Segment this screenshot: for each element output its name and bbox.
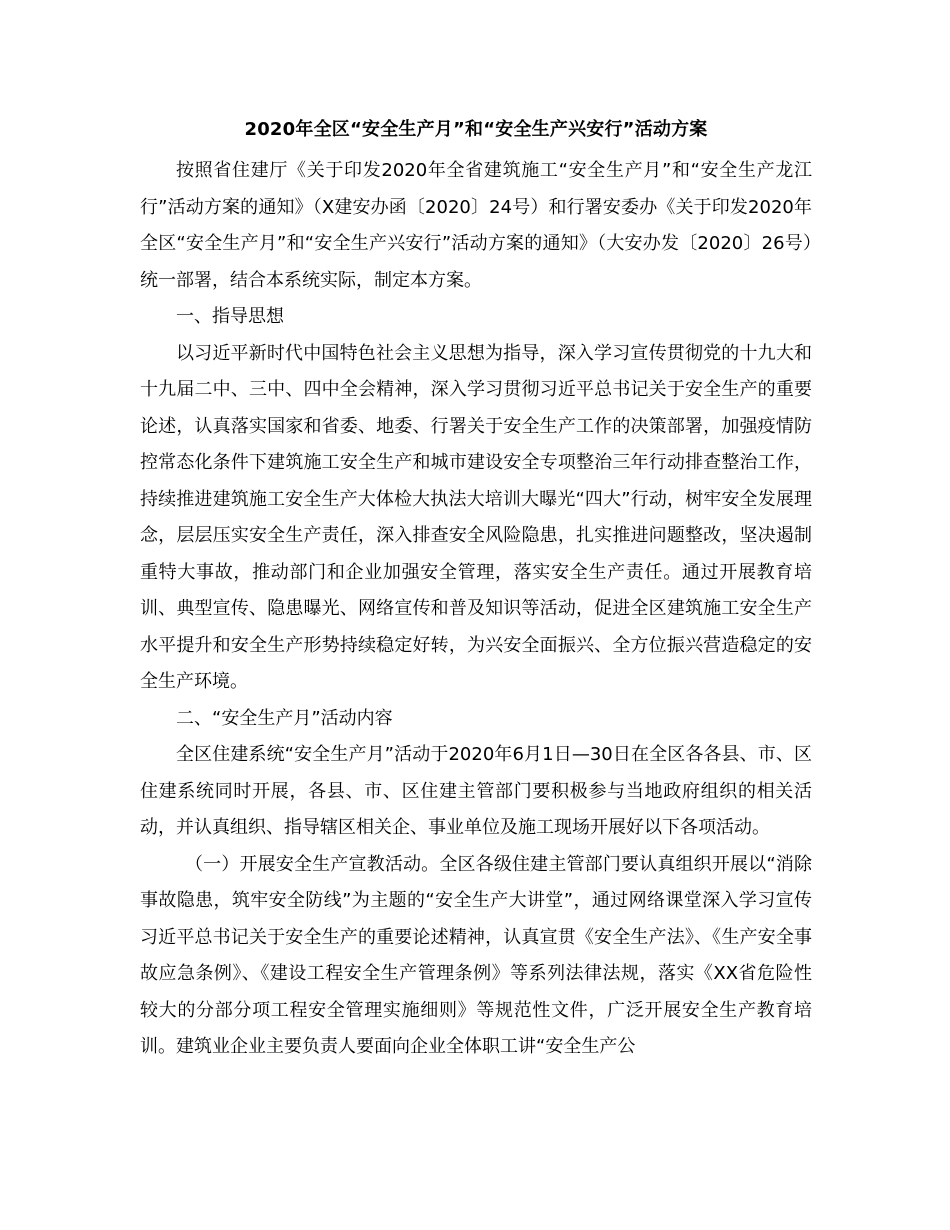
guiding-ideology-paragraph: 以习近平新时代中国特色社会主义思想为指导，深入学习宣传贯彻党的十九大和十九届二中、三中、四中全会精神，深入学习贯彻习近平总书记关于安全生产的重要论述，认真落实国家和省委、地委、行署关于安全生产工作的决策部署，加强疫情防控常态化条件下建筑施工安全生产和城市建设安全专项整治三年行动排查整治工作，持续推进建筑施工安全生产大体检大执法大培训大曝光“四大”行动，树牢安全发展理念，层层压实安全生产责任，深入排查安全风险隐患，扎实推进问题整改，坚决遏制重特大事故，推动部门和企业加强安全管理，落实安全生产责任。通过开展教育培训、典型宣传、隐患曝光、网络宣传和普及知识等活动，促进全区建筑施工安全生产水平提升和安全生产形势持续稳定好转，为兴安全面振兴、全方位振兴营造稳定的安全生产环境。 (140, 342, 812, 692)
section-heading-guiding-ideology: 一、指导思想 (176, 306, 284, 327)
document-title: 2020年全区“安全生产月”和“安全生产兴安行”活动方案 (244, 119, 708, 140)
activity-content-paragraph: 全区住建系统“安全生产月”活动于2020年6月1日—30日在全区各各县、市、区住建系统同时开展，各县、市、区住建主管部门要积极参与当地政府组织的相关活动，并认真组织、指导辖区相关企、事业单位及施工现场开展好以下各项活动。 (140, 744, 812, 838)
intro-paragraph: 按照省住建厅《关于印发2020年全省建筑施工“安全生产月”和“安全生产龙江行”活动方案的通知》（X建安办函〔2020〕24号）和行署安委办《关于印发2020年全区“安全生产月”和“安全生产兴安行”活动方案的通知》（大安办发〔2020〕26号）统一部署，结合本系统实际，制定本方案。 (140, 160, 812, 291)
item-one-paragraph: （一）开展安全生产宣教活动。全区各级住建主管部门要认真组织开展以“消除事故隐患，筑牢安全防线”为主题的“安全生产大讲堂”，通过网络课堂深入学习宣传习近平总书记关于安全生产的重要论述精神，认真宣贯《安全生产法》、《生产安全事故应急条例》、《建设工程安全生产管理条例》等系列法律法规，落实《XX省危险性较大的分部分项工程安全管理实施细则》等规范性文件，广泛开展安全生产教育培训。建筑业企业主要负责人要面向企业全体职工讲“安全生产公 (140, 853, 812, 1057)
document-page (140, 112, 812, 1066)
section-heading-activity-content: 二、“安全生产月”活动内容 (176, 707, 393, 729)
